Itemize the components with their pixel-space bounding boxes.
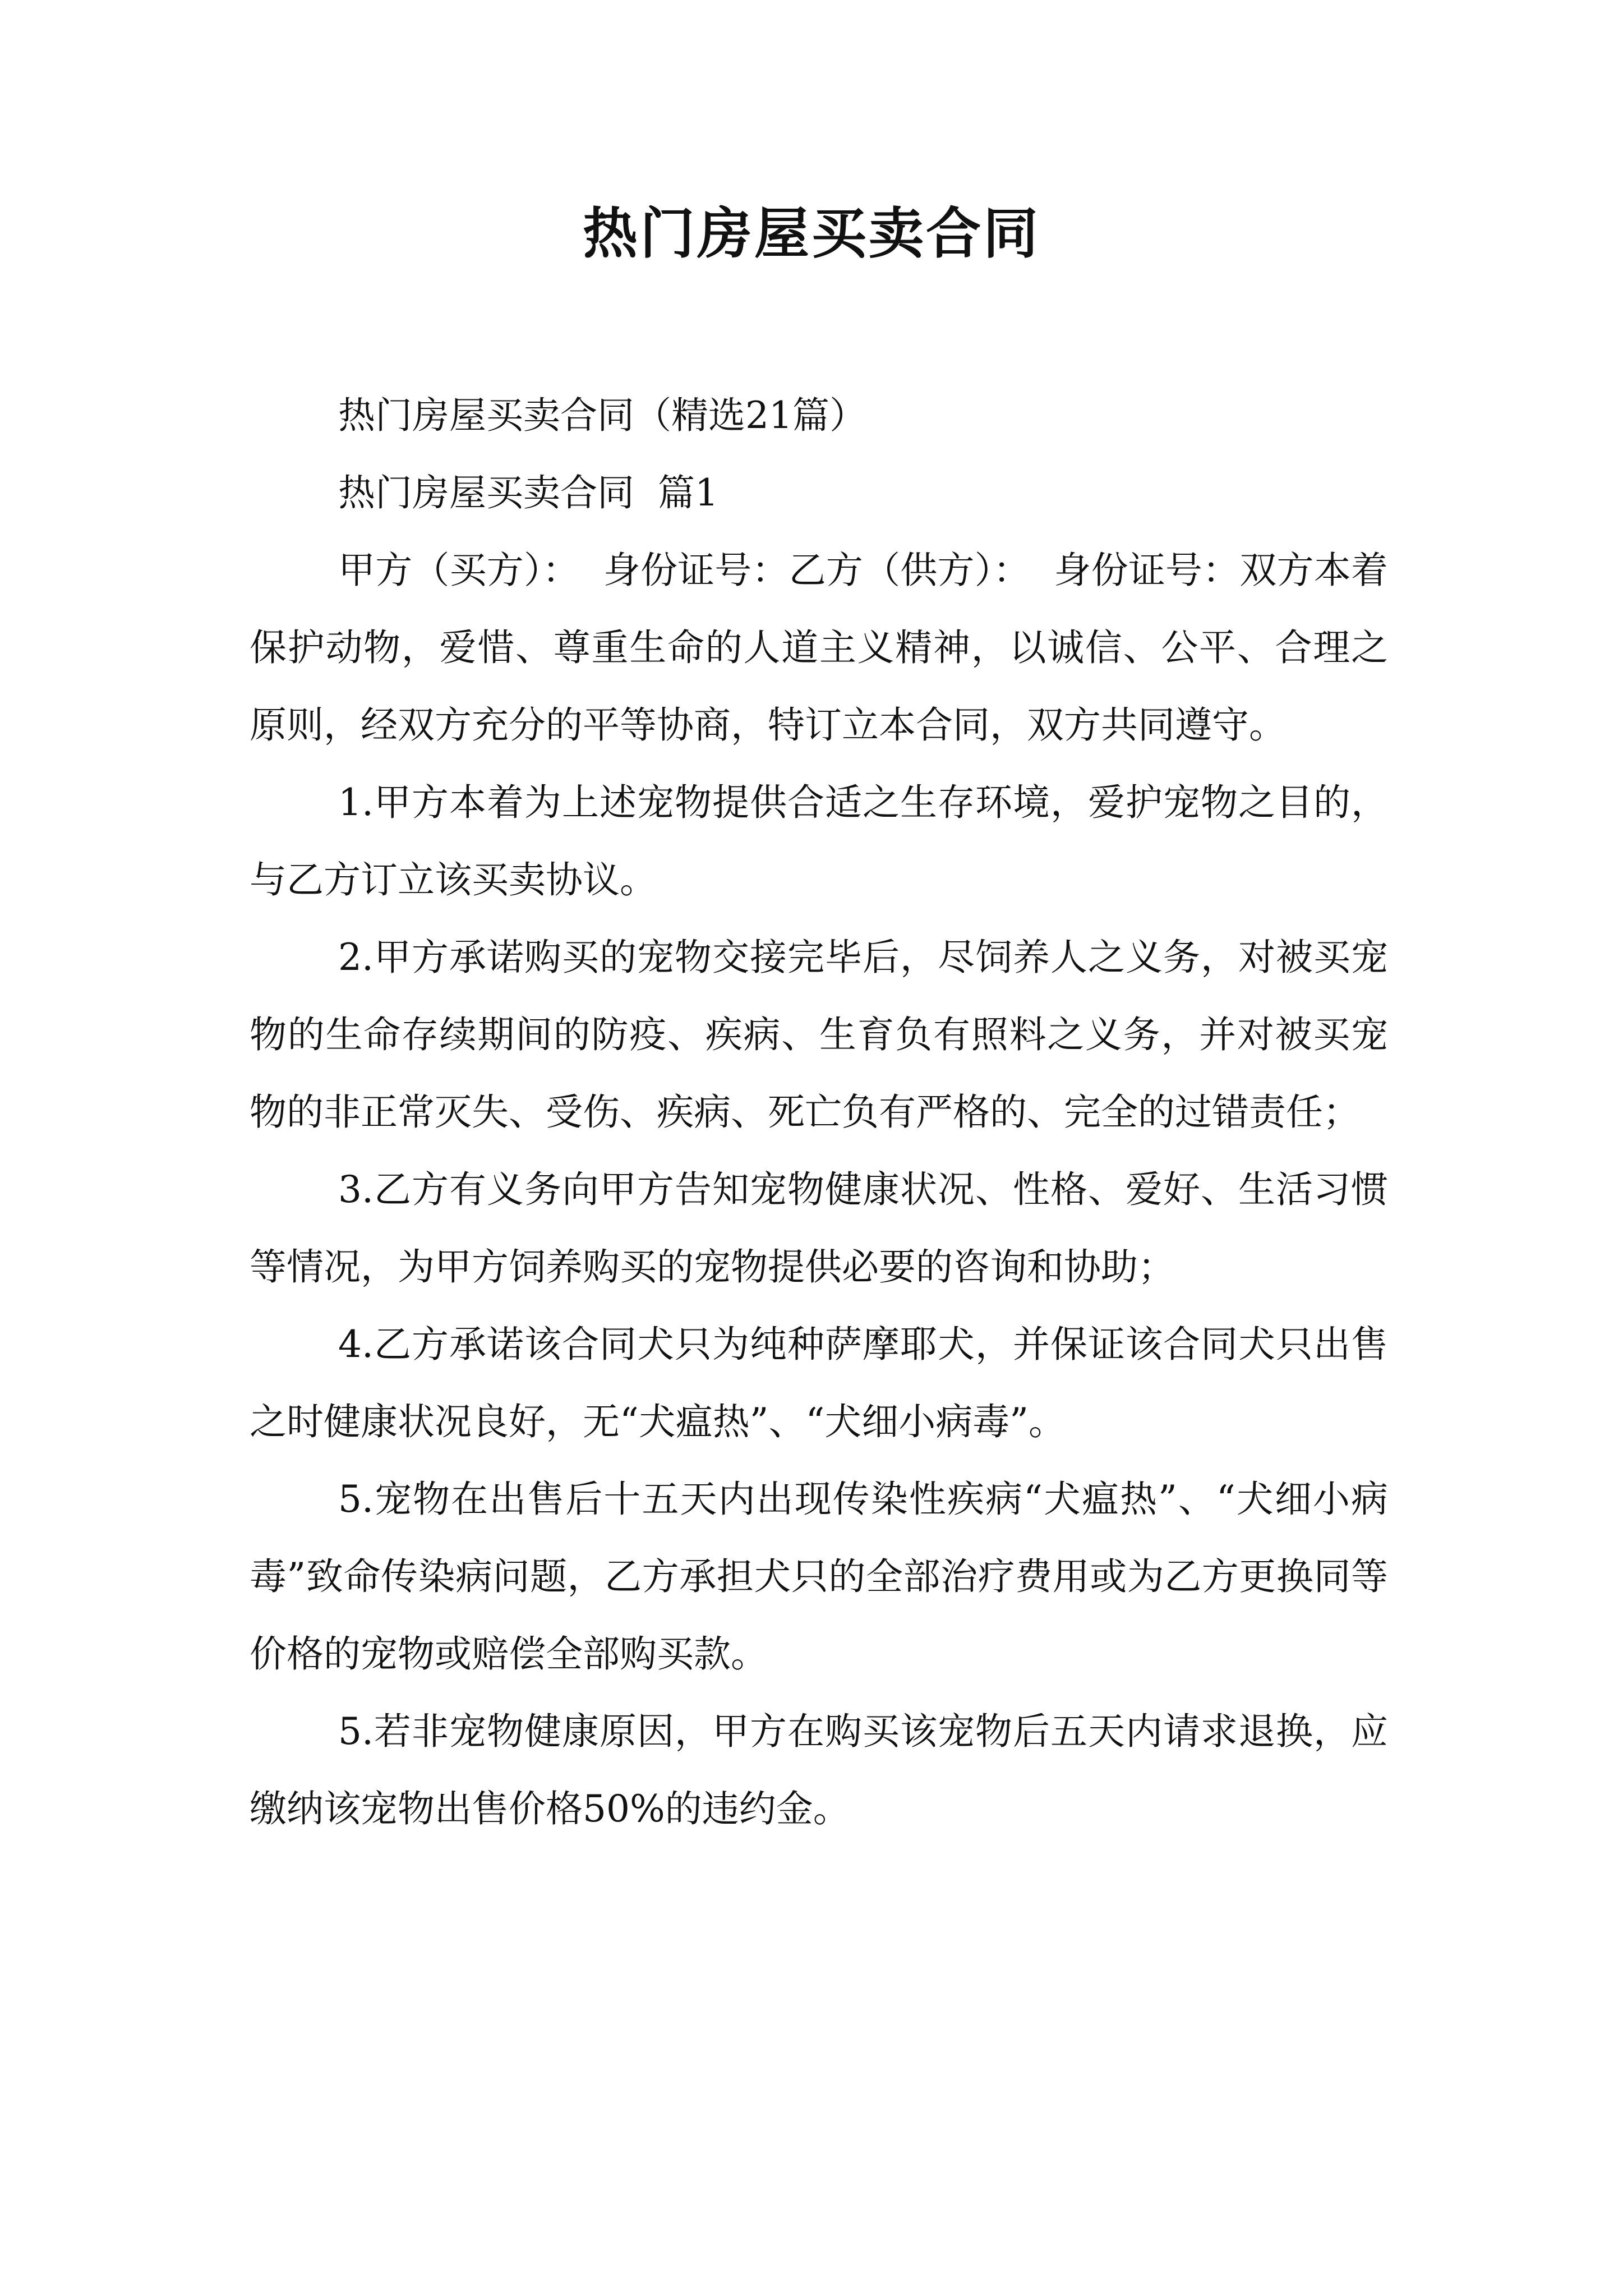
parties-paragraph: 甲方（买方）： 身份证号：乙方（供方）： 身份证号：双方本着保护动物，爱惜、尊重生命的人道主义精神，以诚信、公平、合理之原则，经双方充分的平等协商，特订立本合同，双方共同遵守。 <box>250 549 1388 747</box>
clause-paragraph: 1.甲方本着为上述宠物提供合适之生存环境，爱护宠物之目的，与乙方订立该买卖协议。 <box>250 781 1388 901</box>
clause-paragraph: 5.宠物在出售后十五天内出现传染性疾病“犬瘟热”、“犬细小病毒”致命传染病问题，乙方承担犬只的全部治疗费用或为乙方更换同等价格的宠物或赔偿全部购买款。 <box>250 1478 1388 1676</box>
subtitle-paragraph: 热门房屋买卖合同（精选21篇） <box>338 394 866 437</box>
document-title: 热门房屋买卖合同 <box>582 202 1040 266</box>
document-body <box>250 377 1388 1848</box>
clause-paragraph: 3.乙方有义务向甲方告知宠物健康状况、性格、爱好、生活习惯等情况，为甲方饲养购买的宠物提供必要的咨询和协助； <box>250 1168 1388 1289</box>
clause-paragraph: 2.甲方承诺购买的宠物交接完毕后，尽饲养人之义务，对被买宠物的生命存续期间的防疫、疾病、生育负有照料之义务，并对被买宠物的非正常灭失、受伤、疾病、死亡负有严格的、完全的过错责任； <box>250 936 1388 1134</box>
clause-paragraph: 5.若非宠物健康原因，甲方在购买该宠物后五天内请求退换，应缴纳该宠物出售价格50%的违约金。 <box>250 1710 1388 1830</box>
section-heading: 热门房屋买卖合同 篇1 <box>338 471 718 514</box>
clause-paragraph: 4.乙方承诺该合同犬只为纯种萨摩耶犬，并保证该合同犬只出售之时健康状况良好，无“犬瘟热”、“犬细小病毒”。 <box>250 1323 1388 1443</box>
